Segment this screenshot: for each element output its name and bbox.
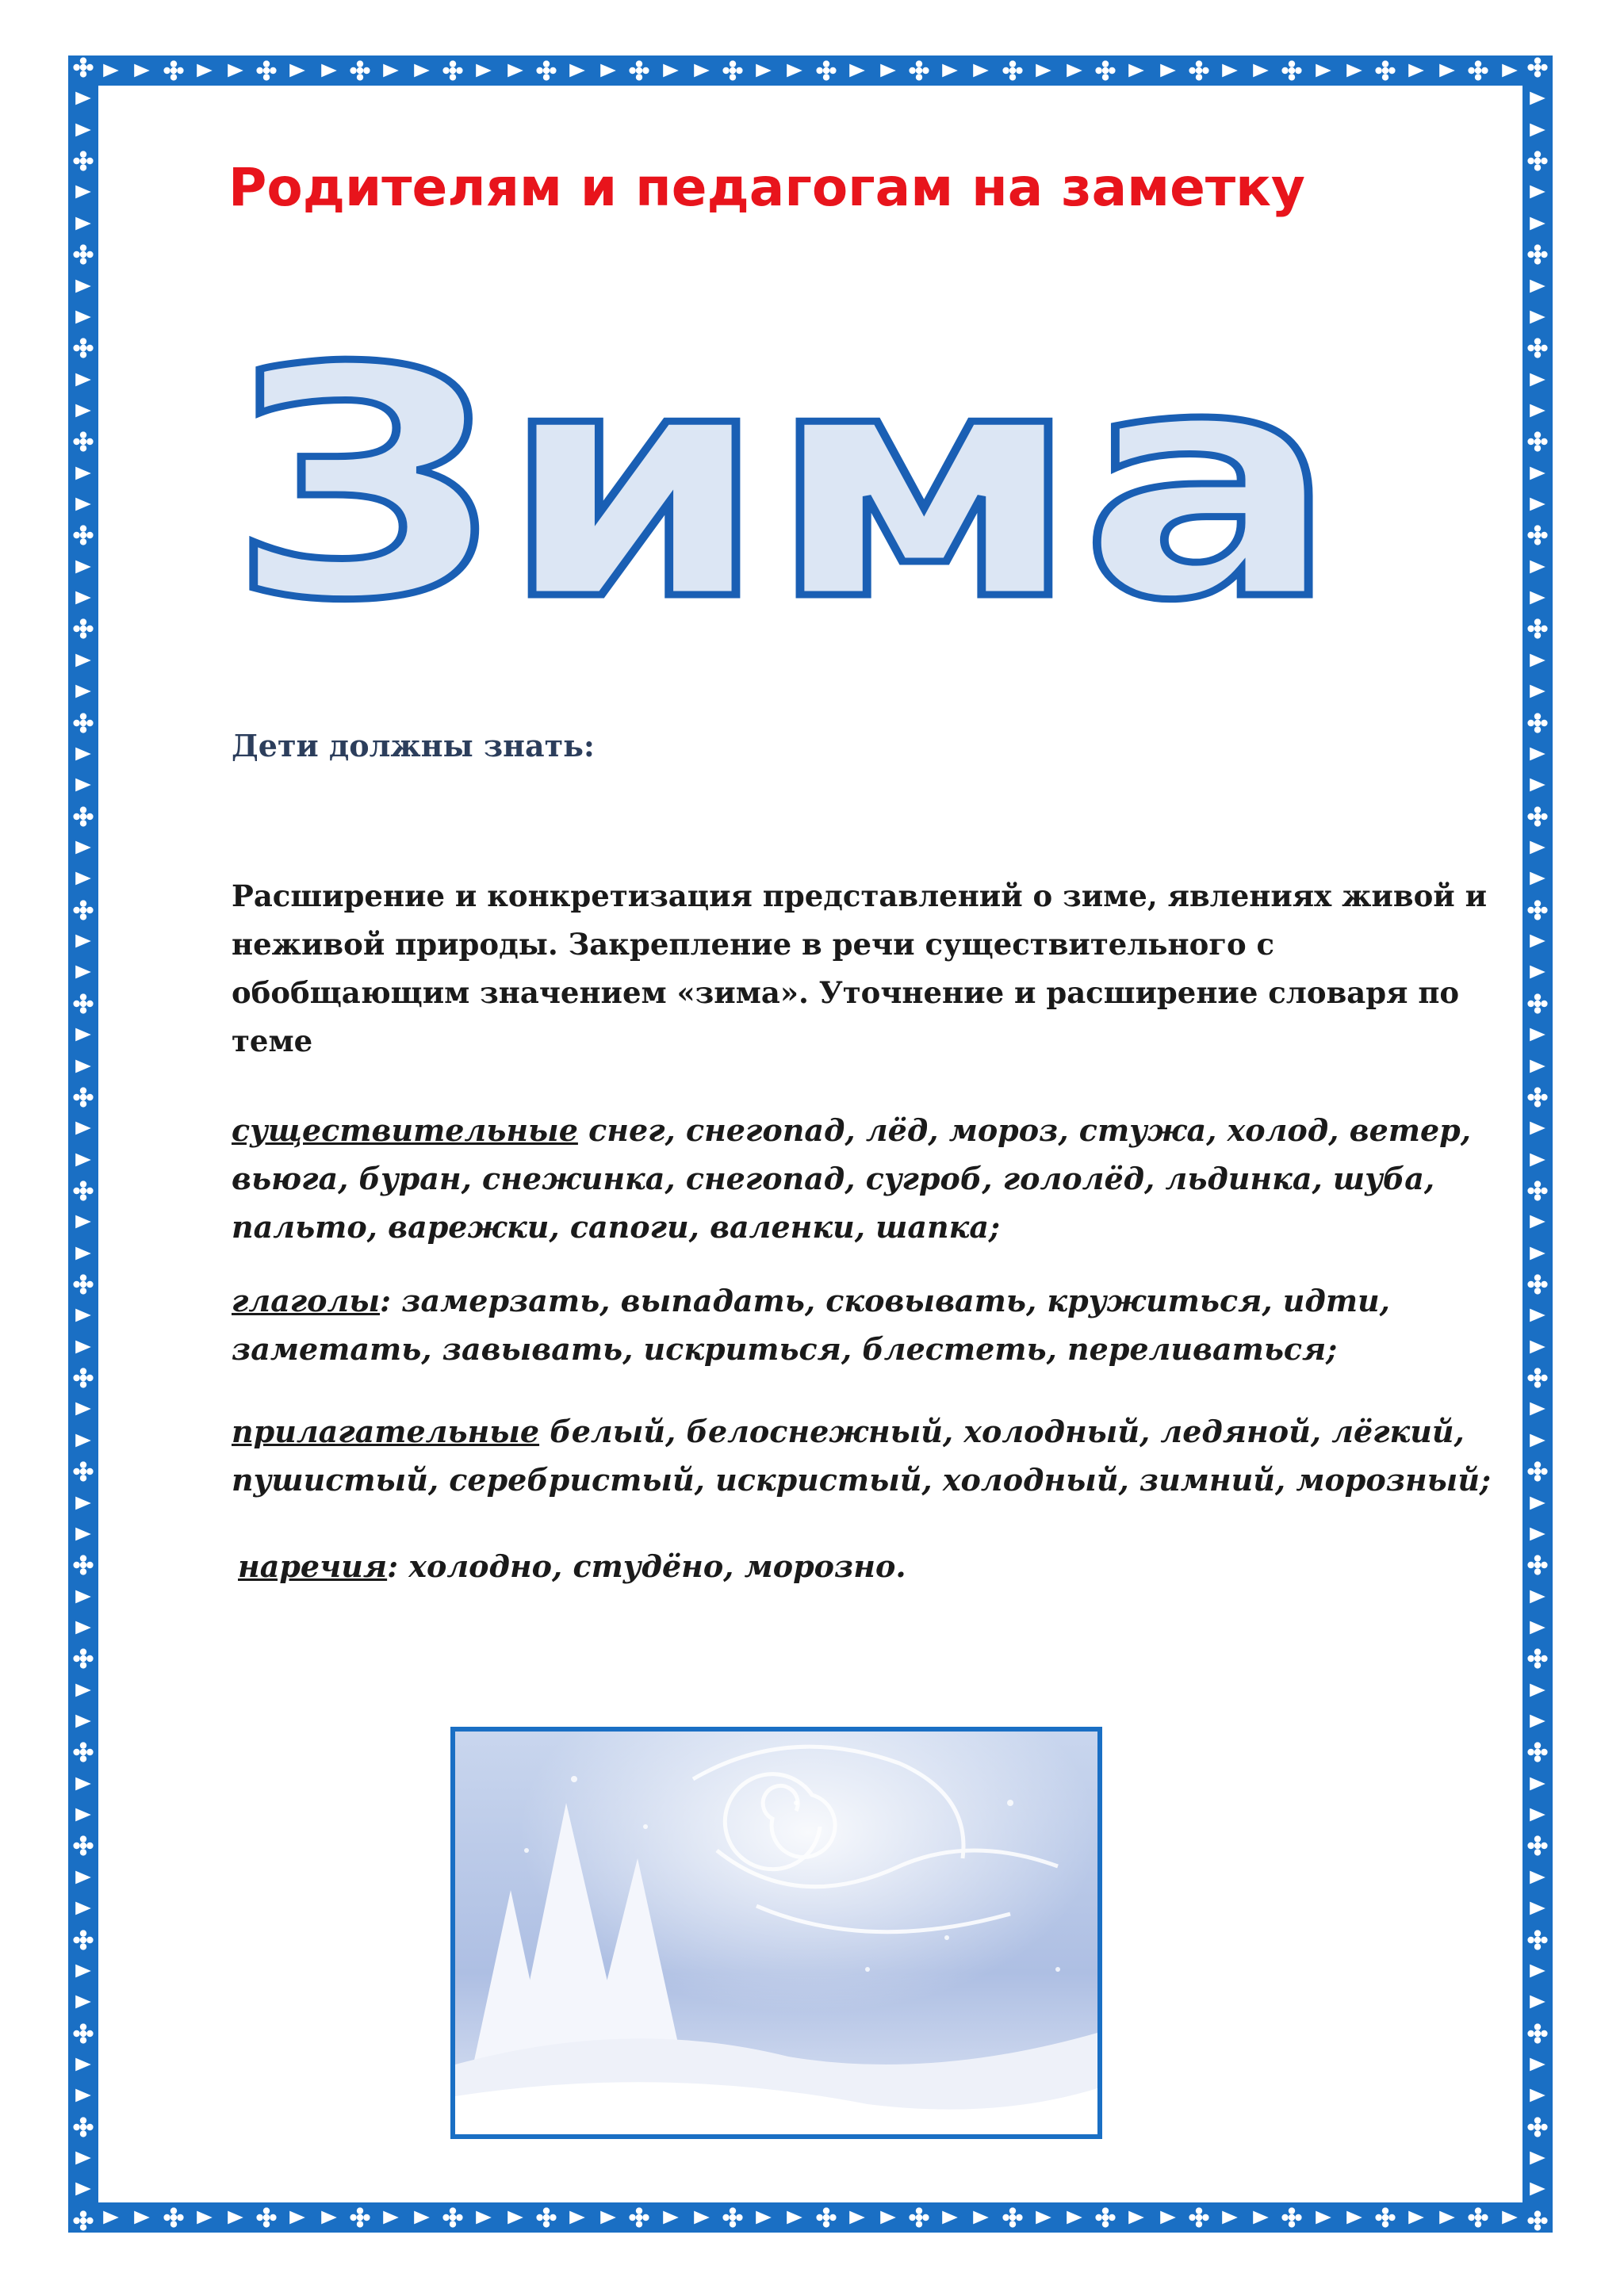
triangle-ornament-icon [1526,1116,1549,1140]
triangle-ornament-icon [659,59,683,82]
snowflake-flower-icon [71,1928,95,1952]
triangle-ornament-icon [1526,1054,1549,1078]
triangle-ornament-icon [71,1522,95,1546]
border-top [68,55,1553,86]
triangle-ornament-icon [1526,1896,1549,1920]
triangle-ornament-icon [71,1148,95,1172]
triangle-ornament-icon [1498,2206,1522,2229]
triangle-ornament-icon [71,1116,95,1140]
snowflake-flower-icon [71,1366,95,1390]
triangle-ornament-icon [1526,1585,1549,1609]
triangle-ornament-icon [1342,2206,1366,2229]
triangle-ornament-icon [1526,1803,1549,1827]
triangle-ornament-icon [71,1242,95,1265]
snowflake-flower-icon [441,2206,465,2229]
triangle-ornament-icon [1526,180,1549,204]
triangle-ornament-icon [71,1585,95,1609]
triangle-ornament-icon [71,1896,95,1920]
triangle-ornament-icon [71,1959,95,1983]
border-bottom [68,2202,1553,2233]
triangle-ornament-icon [1526,2177,1549,2201]
triangle-ornament-icon [1124,2206,1148,2229]
snowflake-flower-icon [721,2206,745,2229]
triangle-ornament-icon [504,59,527,82]
triangle-ornament-icon [1156,2206,1180,2229]
triangle-ornament-icon [71,2177,95,2201]
intro-paragraph: Расширение и конкретизация представлений о зиме, явлениях живой и неживой природы. Закрепление в речи существительного с обобщающим значением «зима». Уточнение и расширение словаря по теме [232,878,1488,1058]
triangle-ornament-icon [1526,1023,1549,1047]
triangle-ornament-icon [1526,649,1549,672]
triangle-ornament-icon [71,1023,95,1047]
snowflake-flower-icon [627,2206,651,2229]
winter-landscape-image [450,1727,1102,2139]
snowflake-flower-icon [348,2206,372,2229]
triangle-ornament-icon [410,2206,434,2229]
triangle-ornament-icon [71,649,95,672]
snowflake-flower-icon [1526,1740,1549,1764]
triangle-ornament-icon [71,679,95,703]
triangle-ornament-icon [690,59,714,82]
triangle-ornament-icon [938,59,962,82]
snowflake-flower-icon [721,59,745,82]
triangle-ornament-icon [938,2206,962,2229]
snowflake-flower-icon [255,59,278,82]
triangle-ornament-icon [969,2206,993,2229]
snowflake-flower-icon [907,59,931,82]
triangle-ornament-icon [71,1210,95,1234]
snowflake-flower-icon [71,1272,95,1296]
snowflake-flower-icon [1526,2115,1549,2139]
snowflake-flower-icon [1526,898,1549,922]
snowflake-flower-icon [71,2115,95,2139]
triangle-ornament-icon [71,836,95,859]
adjectives-label: прилагательные [232,1414,540,1449]
border-right [1522,55,1553,2233]
nouns-label: существительные [232,1112,578,1148]
snowflake-flower-icon [1001,59,1025,82]
triangle-ornament-icon [1526,1429,1549,1452]
triangle-ornament-icon [317,2206,341,2229]
triangle-ornament-icon [1526,492,1549,516]
triangle-ornament-icon [71,1616,95,1640]
triangle-ornament-icon [969,59,993,82]
triangle-ornament-icon [1526,274,1549,298]
triangle-ornament-icon [1526,368,1549,392]
snowflake-flower-icon [71,1647,95,1670]
snowflake-flower-icon [71,1740,95,1764]
snowflake-flower-icon [534,59,558,82]
verbs-block [232,1276,1500,1373]
triangle-ornament-icon [783,2206,806,2229]
triangle-ornament-icon [1526,1866,1549,1889]
triangle-ornament-icon [193,2206,216,2229]
snowflake-flower-icon [162,2206,186,2229]
hero-word-text: Зима [228,301,1339,634]
snowflake-flower-icon [1466,59,1490,82]
triangle-ornament-icon [71,212,95,235]
triangle-ornament-icon [1526,836,1549,859]
triangle-ornament-icon [1498,59,1522,82]
triangle-ornament-icon [845,59,869,82]
triangle-ornament-icon [504,2206,527,2229]
snowflake-flower-icon [71,992,95,1016]
triangle-ornament-icon [565,2206,589,2229]
snowflake-flower-icon [348,59,372,82]
triangle-ornament-icon [71,555,95,579]
triangle-ornament-icon [472,2206,496,2229]
triangle-ornament-icon [71,1429,95,1452]
triangle-ornament-icon [71,1709,95,1733]
triangle-ornament-icon [1526,212,1549,235]
triangle-ornament-icon [1526,399,1549,423]
snowflake-flower-icon [71,1553,95,1577]
triangle-ornament-icon [71,1678,95,1702]
triangle-ornament-icon [1526,2053,1549,2076]
triangle-ornament-icon [1526,773,1549,797]
triangle-ornament-icon [317,59,341,82]
triangle-ornament-icon [1312,2206,1335,2229]
snowflake-flower-icon [814,59,838,82]
triangle-ornament-icon [1526,586,1549,610]
triangle-ornament-icon [752,59,776,82]
triangle-ornament-icon [1526,1522,1549,1546]
triangle-ornament-icon [71,86,95,110]
triangle-ornament-icon [690,2206,714,2229]
snowflake-flower-icon [71,1179,95,1203]
snowflake-flower-icon [1526,336,1549,360]
snowflake-flower-icon [71,805,95,828]
snowflake-flower-icon [71,2209,95,2233]
triangle-ornament-icon [1526,1335,1549,1359]
snowflake-flower-icon [255,2206,278,2229]
nouns-list: снег, снегопад, лёд, мороз, стужа, холод, ветер, вьюга, буран, снежинка, снегопад, сугроб, гололёд, льдинка, шуба, пальто, варежки, сапоги, валенки, шапка; [232,1112,1471,1245]
snowflake-flower-icon [71,149,95,173]
snowflake-flower-icon [71,1460,95,1483]
triangle-ornament-icon [1032,2206,1055,2229]
triangle-ornament-icon [71,1772,95,1796]
triangle-ornament-icon [1342,59,1366,82]
triangle-ornament-icon [1526,742,1549,766]
snowflake-flower-icon [1526,1460,1549,1483]
triangle-ornament-icon [1526,929,1549,953]
snowflake-flower-icon [1526,992,1549,1016]
triangle-ornament-icon [1312,59,1335,82]
snowflake-flower-icon [71,430,95,453]
triangle-ornament-icon [193,59,216,82]
snowflake-flower-icon [71,55,95,79]
snowflake-flower-icon [1187,59,1211,82]
triangle-ornament-icon [783,59,806,82]
snowflake-flower-icon [71,1085,95,1109]
snowflake-flower-icon [1526,617,1549,641]
triangle-ornament-icon [71,461,95,485]
triangle-ornament-icon [1526,960,1549,984]
triangle-ornament-icon [71,305,95,329]
triangle-ornament-icon [1526,118,1549,142]
triangle-ornament-icon [1404,59,1428,82]
snowflake-flower-icon [1373,59,1397,82]
triangle-ornament-icon [1526,461,1549,485]
triangle-ornament-icon [71,2146,95,2170]
adjectives-list: белый, белоснежный, холодный, ледяной, лёгкий, пушистый, серебристый, искристый, холодный, зимний, морозный; [232,1414,1492,1498]
snowflake-flower-icon [71,336,95,360]
verbs-label: глаголы [232,1283,381,1318]
triangle-ornament-icon [1404,2206,1428,2229]
snowflake-flower-icon [814,2206,838,2229]
triangle-ornament-icon [1526,1772,1549,1796]
triangle-ornament-icon [71,1335,95,1359]
triangle-ornament-icon [1249,2206,1273,2229]
triangle-ornament-icon [71,1397,95,1421]
section-heading: Дети должны знать: [232,728,595,763]
snowflake-flower-icon [71,243,95,266]
triangle-ornament-icon [285,2206,309,2229]
triangle-ornament-icon [1526,679,1549,703]
snowflake-flower-icon [1526,523,1549,547]
triangle-ornament-icon [71,960,95,984]
triangle-ornament-icon [1435,59,1459,82]
triangle-ornament-icon [1063,2206,1086,2229]
triangle-ornament-icon [1218,2206,1242,2229]
triangle-ornament-icon [410,59,434,82]
snowflake-flower-icon [1280,2206,1304,2229]
border-left [68,55,98,2233]
snowflake-flower-icon [1526,243,1549,266]
triangle-ornament-icon [99,59,123,82]
snowflake-flower-icon [71,2022,95,2045]
snowflake-flower-icon [1094,59,1117,82]
triangle-ornament-icon [71,742,95,766]
triangle-ornament-icon [285,59,309,82]
snowflake-flower-icon [534,2206,558,2229]
snowflake-flower-icon [71,898,95,922]
snowflake-flower-icon [627,59,651,82]
snowflake-flower-icon [1526,711,1549,735]
snowflake-flower-icon [1094,2206,1117,2229]
snowflake-flower-icon [1466,2206,1490,2229]
triangle-ornament-icon [379,2206,403,2229]
triangle-ornament-icon [224,59,247,82]
triangle-ornament-icon [752,2206,776,2229]
triangle-ornament-icon [71,368,95,392]
triangle-ornament-icon [71,1990,95,2014]
verbs-list: : замерзать, выпадать, сковывать, кружиться, идти, заметать, завывать, искриться, блестеть, переливаться; [232,1283,1390,1367]
triangle-ornament-icon [1526,86,1549,110]
triangle-ornament-icon [71,773,95,797]
triangle-ornament-icon [876,2206,900,2229]
snowflake-flower-icon [1526,805,1549,828]
snowflake-flower-icon [1001,2206,1025,2229]
snowflake-flower-icon [1526,55,1549,79]
triangle-ornament-icon [1526,1242,1549,1265]
triangle-ornament-icon [130,2206,154,2229]
snowflake-flower-icon [1526,1085,1549,1109]
snowflake-flower-icon [1526,1366,1549,1390]
snowflake-flower-icon [1526,2209,1549,2233]
triangle-ornament-icon [71,1491,95,1515]
triangle-ornament-icon [1526,555,1549,579]
snowflake-flower-icon [71,1834,95,1858]
snowflake-flower-icon [441,59,465,82]
snowflake-flower-icon [907,2206,931,2229]
triangle-ornament-icon [1526,1959,1549,1983]
triangle-ornament-icon [1526,1491,1549,1515]
triangle-ornament-icon [1526,1990,1549,2014]
snowflake-flower-icon [1526,149,1549,173]
triangle-ornament-icon [1526,1397,1549,1421]
snowflake-flower-icon [71,617,95,641]
triangle-ornament-icon [1526,1709,1549,1733]
triangle-ornament-icon [71,1054,95,1078]
hero-word-zima [220,301,1346,634]
triangle-ornament-icon [1526,1148,1549,1172]
triangle-ornament-icon [71,1303,95,1327]
adverbs-list: : холодно, студёно, морозно. [387,1548,906,1584]
triangle-ornament-icon [1032,59,1055,82]
adverbs-block [238,1542,1507,1590]
snowflake-flower-icon [1526,1553,1549,1577]
triangle-ornament-icon [1526,1210,1549,1234]
triangle-ornament-icon [379,59,403,82]
triangle-ornament-icon [71,399,95,423]
triangle-ornament-icon [1526,2146,1549,2170]
snowflake-flower-icon [1526,1272,1549,1296]
triangle-ornament-icon [71,180,95,204]
triangle-ornament-icon [1218,59,1242,82]
triangle-ornament-icon [99,2206,123,2229]
triangle-ornament-icon [1063,59,1086,82]
triangle-ornament-icon [472,59,496,82]
snowflake-flower-icon [71,523,95,547]
triangle-ornament-icon [71,586,95,610]
triangle-ornament-icon [71,2053,95,2076]
triangle-ornament-icon [71,1803,95,1827]
snowflake-flower-icon [1373,2206,1397,2229]
triangle-ornament-icon [224,2206,247,2229]
triangle-ornament-icon [71,2084,95,2107]
adjectives-block [232,1407,1500,1504]
triangle-ornament-icon [565,59,589,82]
snowflake-flower-icon [1280,59,1304,82]
triangle-ornament-icon [1124,59,1148,82]
snowflake-flower-icon [1526,430,1549,453]
triangle-ornament-icon [1526,1678,1549,1702]
triangle-ornament-icon [1526,2084,1549,2107]
triangle-ornament-icon [71,274,95,298]
nouns-block [232,1106,1500,1251]
triangle-ornament-icon [1526,867,1549,890]
triangle-ornament-icon [71,929,95,953]
snowflake-flower-icon [162,59,186,82]
triangle-ornament-icon [1526,1303,1549,1327]
snowflake-flower-icon [1526,1647,1549,1670]
triangle-ornament-icon [659,2206,683,2229]
triangle-ornament-icon [1156,59,1180,82]
triangle-ornament-icon [71,118,95,142]
snowflake-flower-icon [1187,2206,1211,2229]
adverbs-label: наречия [238,1548,388,1584]
page-title: Родителям и педагогам на заметку [228,157,1305,218]
triangle-ornament-icon [71,867,95,890]
triangle-ornament-icon [1526,1616,1549,1640]
snowflake-flower-icon [1526,1834,1549,1858]
triangle-ornament-icon [71,1866,95,1889]
triangle-ornament-icon [1526,305,1549,329]
triangle-ornament-icon [130,59,154,82]
triangle-ornament-icon [845,2206,869,2229]
snowflake-flower-icon [71,711,95,735]
snowflake-flower-icon [1526,1928,1549,1952]
triangle-ornament-icon [596,2206,620,2229]
triangle-ornament-icon [1249,59,1273,82]
triangle-ornament-icon [71,492,95,516]
triangle-ornament-icon [876,59,900,82]
snowflake-flower-icon [1526,1179,1549,1203]
triangle-ornament-icon [596,59,620,82]
snowflake-flower-icon [1526,2022,1549,2045]
triangle-ornament-icon [1435,2206,1459,2229]
